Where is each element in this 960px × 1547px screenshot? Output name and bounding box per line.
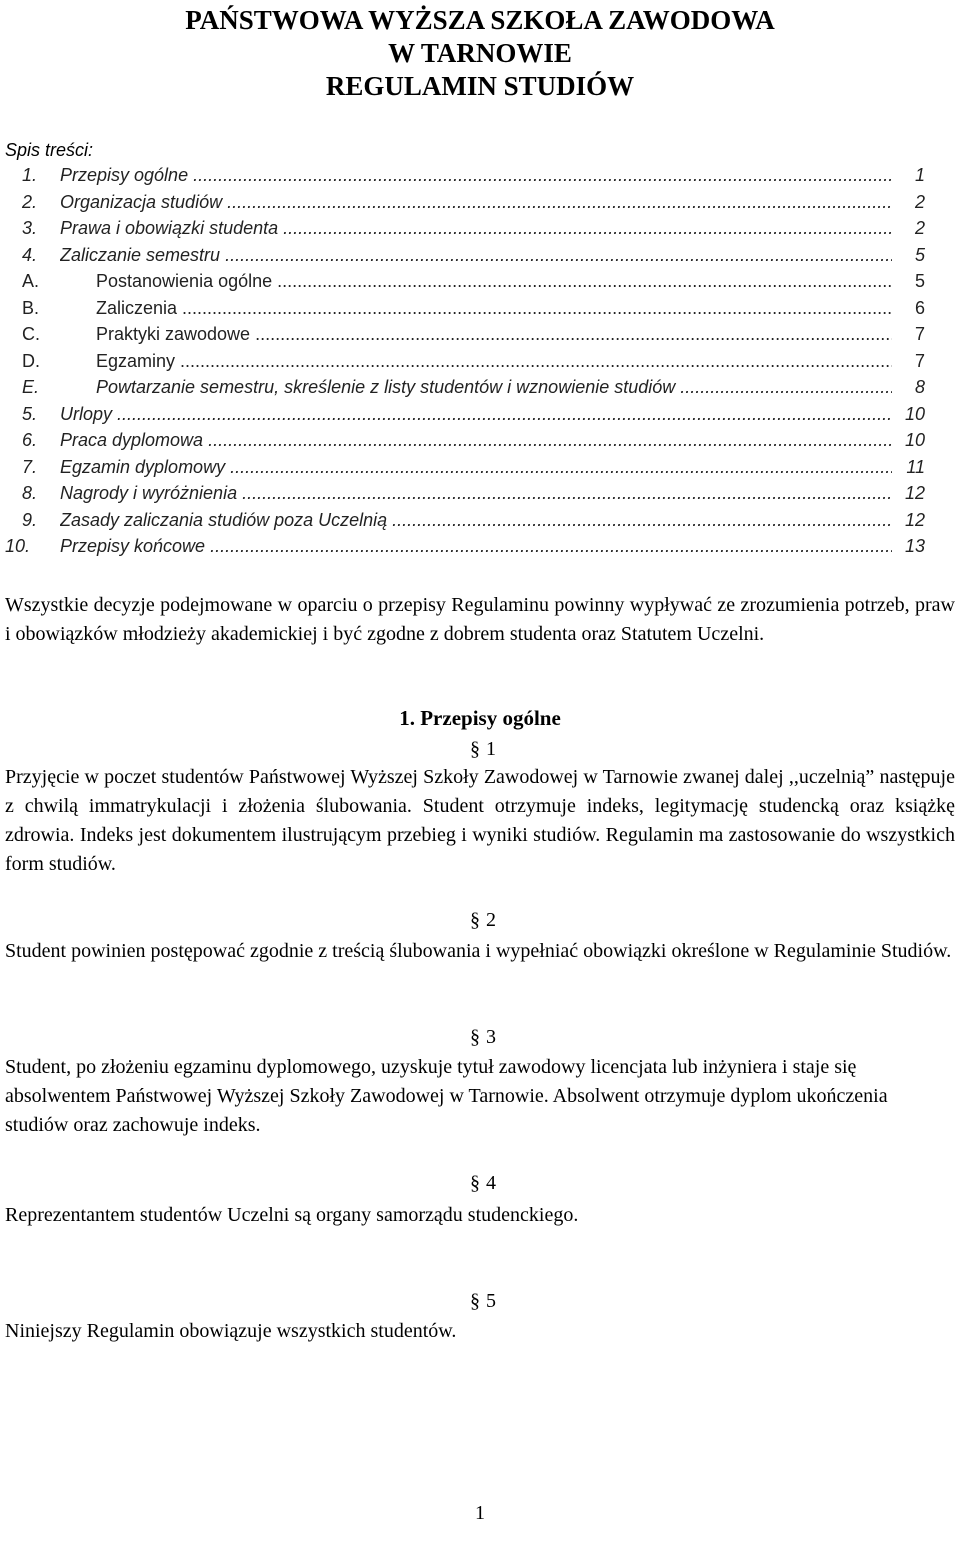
document-title-line-3: REGULAMIN STUDIÓW — [325, 71, 635, 101]
toc-item-number: 7. — [22, 456, 38, 477]
document-title-line-1: PAŃSTWOWA WYŻSZA SZKOŁA ZAWODOWA — [185, 5, 775, 35]
toc-item-page: 12 — [904, 483, 925, 503]
section-sign: § — [470, 1172, 480, 1194]
document-title-line-2: W TARNOWIE — [388, 38, 572, 68]
toc-item-page: 2 — [914, 191, 925, 212]
paragraph-text-5: Niniejszy Regulamin obowiązuje wszystkich studentów. — [5, 1320, 457, 1342]
toc-item — [0, 215, 960, 241]
toc-item-page: 8 — [914, 377, 925, 397]
toc-item-number: C. — [22, 324, 40, 344]
toc-item-number: 6. — [22, 430, 38, 450]
toc-item-number: 10. — [5, 536, 31, 556]
toc-item — [0, 295, 960, 321]
toc-item — [0, 189, 960, 215]
toc-item-label: Zaliczenia ..... — [96, 295, 892, 321]
paragraph-number: 3 — [486, 1026, 496, 1048]
toc-item-number: E. — [22, 377, 40, 397]
toc-item-page: 7 — [914, 324, 925, 344]
toc-item — [0, 268, 960, 294]
paragraph-mark-4 — [470, 1170, 496, 1196]
toc-item-number: 3. — [22, 218, 38, 238]
toc-item-number: 9. — [22, 509, 38, 530]
paragraph-number: 4 — [486, 1172, 496, 1194]
toc-item — [0, 533, 960, 559]
toc-item — [0, 321, 960, 347]
toc-item — [0, 242, 960, 268]
toc-item-number: A. — [22, 271, 40, 291]
toc-item-label: Egzaminy ..... — [96, 348, 892, 374]
paragraph-mark-3 — [470, 1024, 496, 1050]
toc-item-page: 2 — [914, 218, 925, 238]
section-sign: § — [470, 909, 480, 931]
toc-item-label: Nagrody i wyróżnienia ..... — [60, 480, 892, 506]
toc-item-label: Zasady zaliczania studiów poza Uczelnią ..... — [60, 507, 892, 533]
toc-item — [0, 480, 960, 506]
toc-item — [0, 162, 960, 188]
paragraph-mark-1 — [470, 736, 496, 762]
toc-item-page: 1 — [914, 165, 925, 185]
toc-item-label: Przepisy ogólne ..... — [60, 162, 892, 188]
toc-item-number: 5. — [22, 403, 38, 424]
toc-item-page: 10 — [904, 430, 925, 450]
toc-item-label: Zaliczanie semestru ..... — [60, 242, 892, 268]
intro-paragraph: Wszystkie decyzje podejmowane w oparciu o przepisy Regulaminu powinny wypływać ze zrozumienia potrzeb, praw i obowiązków młodzieży akademickiej i być zgodne z dobrem studenta oraz Statutem Uczelni. — [5, 594, 955, 645]
section-sign: § — [470, 1290, 480, 1312]
paragraph-text-1: Przyjęcie w poczet studentów Państwowej Wyższej Szkoły Zawodowej w Tarnowie zwanej dalej ,,uczelnią” następuje z chwilą immatrykulacji i złożenia ślubowania. Student otrzymuje indeks, legitymację studencką oraz książkę zdrowia. Indeks jest dokumentem ilustrującym przebieg i wyniki studiów. Regulamin ma zastosowanie do wszystkich form studiów. — [5, 766, 955, 875]
toc-item-label: Egzamin dyplomowy ..... — [60, 454, 892, 480]
section-sign: § — [470, 738, 480, 760]
toc-item-label: Prawa i obowiązki studenta ..... — [60, 215, 892, 241]
paragraph-number: 2 — [486, 909, 496, 931]
paragraph-mark-2 — [470, 907, 496, 933]
toc-item-page: 7 — [914, 350, 925, 371]
toc-item — [0, 374, 960, 400]
toc-item-label: Praktyki zawodowe ..... — [96, 321, 892, 347]
toc-item — [0, 401, 960, 427]
toc-item-label: Organizacja studiów ..... — [60, 189, 892, 215]
section-sign: § — [470, 1026, 480, 1048]
toc-item-page: 11 — [906, 456, 925, 477]
paragraph-number: 1 — [486, 738, 496, 760]
toc-item-page: 10 — [904, 403, 925, 424]
paragraph-text-2: Student powinien postępować zgodnie z treścią ślubowania i wypełniać obowiązki określone w Regulaminie Studiów. — [5, 940, 952, 962]
toc-item-number: 1. — [22, 165, 38, 185]
paragraph-mark-5 — [470, 1288, 496, 1314]
toc-item-label: Powtarzanie semestru, skreślenie z listy studentów i wznowienie studiów ..... — [96, 374, 892, 400]
toc-item-number: 8. — [22, 483, 38, 503]
toc-item-number: B. — [22, 297, 40, 318]
toc-item-label: Urlopy ..... — [60, 401, 892, 427]
toc-item — [0, 427, 960, 453]
toc-item-page: 5 — [914, 271, 925, 291]
toc-item-page: 6 — [914, 297, 925, 318]
toc-item-number: 2. — [22, 191, 38, 212]
toc-item-label: Praca dyplomowa ..... — [60, 427, 892, 453]
toc-item — [0, 454, 960, 480]
toc-item-number: D. — [22, 350, 40, 371]
toc-item-number: 4. — [22, 244, 38, 265]
toc-item-page: 12 — [904, 509, 925, 530]
toc-item — [0, 348, 960, 374]
toc-item-page: 5 — [914, 244, 925, 265]
page-number: 1 — [475, 1502, 485, 1524]
section-heading: 1. Przepisy ogólne — [399, 706, 561, 730]
paragraph-number: 5 — [486, 1290, 496, 1312]
toc-item-label: Przepisy końcowe ..... — [60, 533, 892, 559]
paragraph-text-3: Student, po złożeniu egzaminu dyplomowego, uzyskuje tytuł zawodowy licencjata lub inżyniera i staje się absolwentem Państwowej Wyższej Szkoły Zawodowej w Tarnowie. Absolwent otrzymuje dyplom ukończenia studiów oraz zachowuje indeks. — [5, 1056, 888, 1136]
paragraph-text-4: Reprezentantem studentów Uczelni są organy samorządu studenckiego. — [5, 1204, 579, 1226]
toc-item-label: Postanowienia ogólne ..... — [96, 268, 892, 294]
toc-heading: Spis treści: — [5, 140, 94, 160]
toc-item — [0, 507, 960, 533]
toc-item-page: 13 — [904, 536, 925, 556]
